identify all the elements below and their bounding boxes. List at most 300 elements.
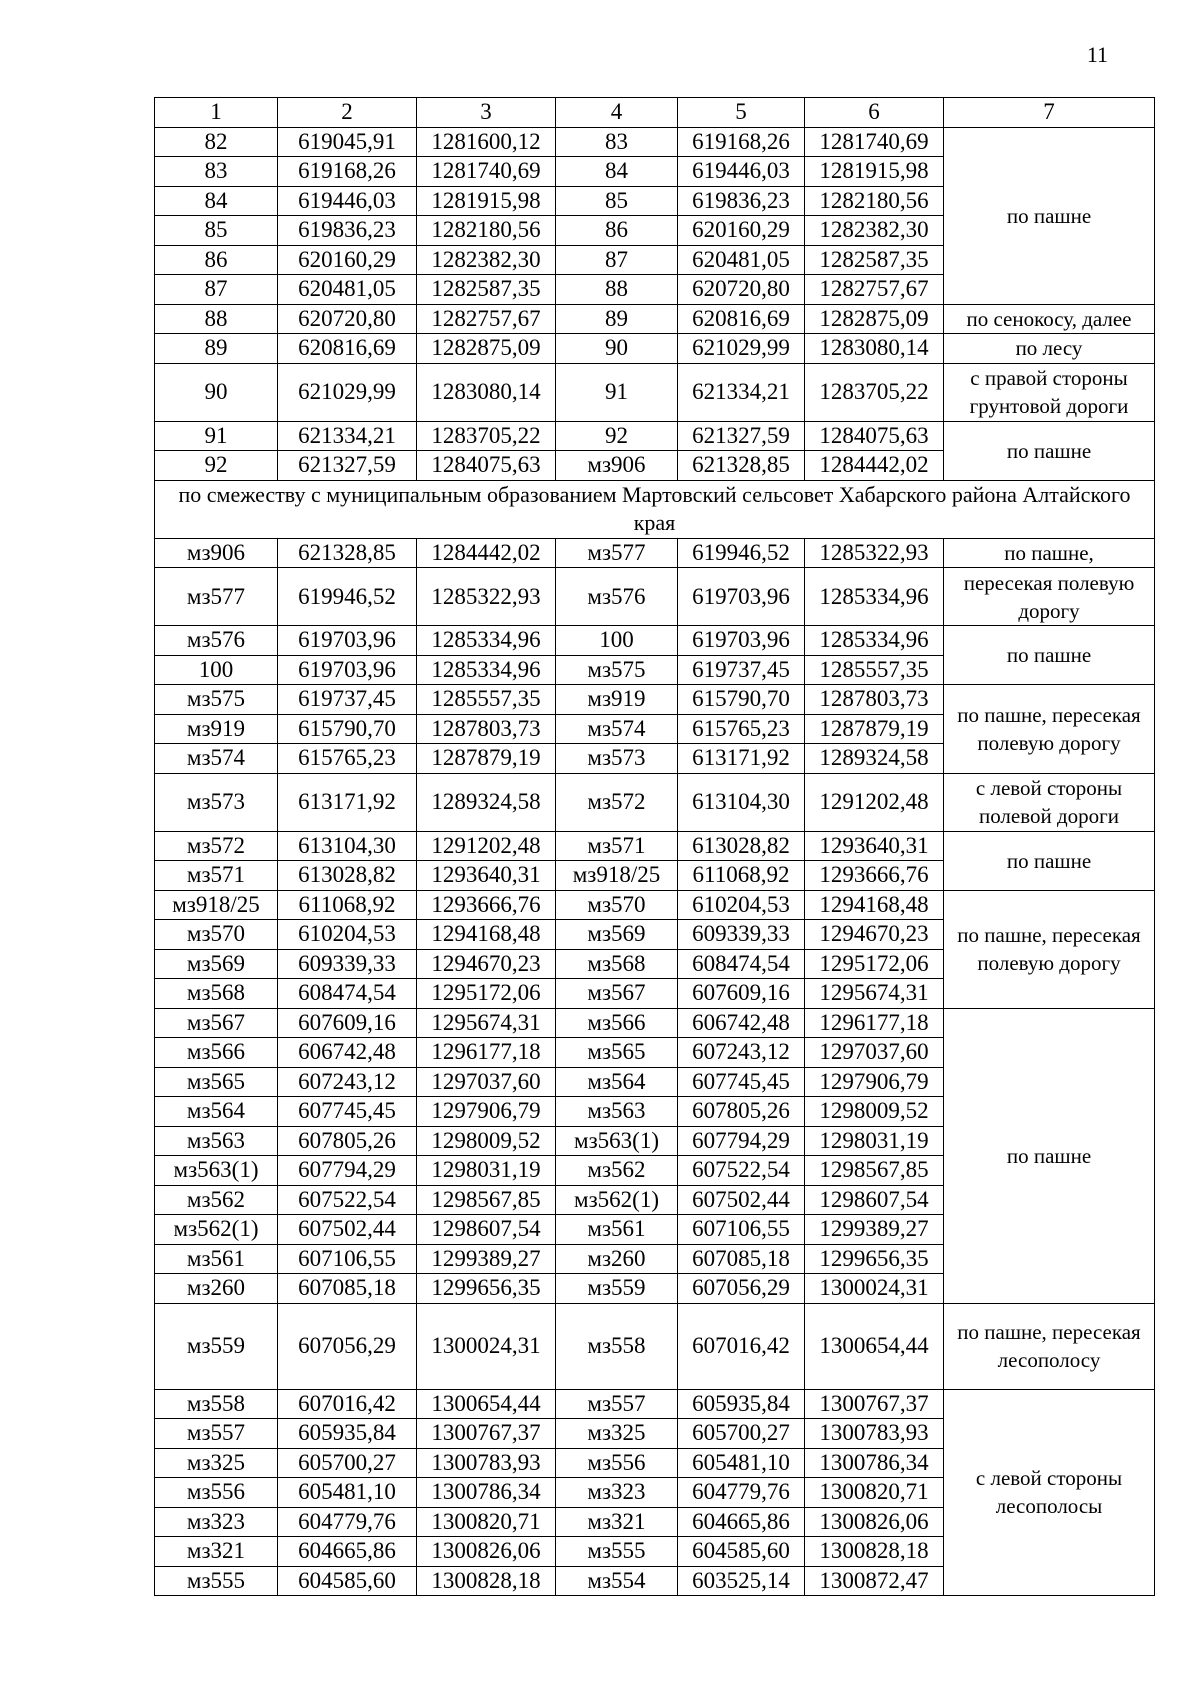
point-to-cell: мз918/25 [556,861,678,891]
y-to-cell: 1300872,47 [805,1566,944,1596]
point-to-cell: мз572 [556,773,678,831]
header-cell: 7 [944,98,1155,128]
description-cell: по пашне [944,127,1155,304]
point-to-cell: мз325 [556,1419,678,1449]
y-to-cell: 1284075,63 [805,421,944,451]
point-from-cell: 91 [155,421,278,451]
y-from-cell: 1281740,69 [417,157,556,187]
point-from-cell: 84 [155,186,278,216]
y-to-cell: 1284442,02 [805,451,944,481]
x-to-cell: 607794,29 [678,1126,805,1156]
y-to-cell: 1300767,37 [805,1389,944,1419]
y-from-cell: 1300767,37 [417,1419,556,1449]
point-from-cell: мз572 [155,831,278,861]
point-to-cell: мз577 [556,538,678,568]
x-to-cell: 611068,92 [678,861,805,891]
x-to-cell: 606742,48 [678,1008,805,1038]
y-to-cell: 1296177,18 [805,1008,944,1038]
x-from-cell: 620816,69 [278,334,417,364]
x-from-cell: 607502,44 [278,1215,417,1245]
x-from-cell: 609339,33 [278,949,417,979]
y-to-cell: 1294168,48 [805,890,944,920]
y-from-cell: 1287879,19 [417,744,556,774]
x-to-cell: 607502,44 [678,1185,805,1215]
x-to-cell: 619168,26 [678,127,805,157]
table-row [155,773,1155,831]
x-from-cell: 607056,29 [278,1303,417,1389]
header-cell: 2 [278,98,417,128]
x-to-cell: 607106,55 [678,1215,805,1245]
y-from-cell: 1283080,14 [417,363,556,421]
point-to-cell: мз566 [556,1008,678,1038]
y-to-cell: 1287803,73 [805,685,944,715]
point-to-cell: 86 [556,216,678,246]
y-from-cell: 1294670,23 [417,949,556,979]
y-from-cell: 1287803,73 [417,714,556,744]
x-from-cell: 605481,10 [278,1478,417,1508]
x-from-cell: 608474,54 [278,979,417,1009]
y-to-cell: 1293640,31 [805,831,944,861]
point-to-cell: мз919 [556,685,678,715]
x-from-cell: 619045,91 [278,127,417,157]
table-row [155,538,1155,568]
point-to-cell: мз569 [556,920,678,950]
description-cell: по пашне, пересекая полевую дорогу [944,685,1155,774]
section-row [155,480,1155,538]
point-to-cell: мз570 [556,890,678,920]
point-to-cell: 88 [556,275,678,305]
y-to-cell: 1285322,93 [805,538,944,568]
x-from-cell: 620720,80 [278,304,417,334]
point-from-cell: мз577 [155,568,278,626]
point-to-cell: 100 [556,626,678,656]
y-from-cell: 1282757,67 [417,304,556,334]
table-row [155,1389,1155,1419]
x-to-cell: 613171,92 [678,744,805,774]
y-from-cell: 1285322,93 [417,568,556,626]
x-to-cell: 605935,84 [678,1389,805,1419]
y-from-cell: 1295172,06 [417,979,556,1009]
y-from-cell: 1300820,71 [417,1507,556,1537]
point-from-cell: мз557 [155,1419,278,1449]
x-to-cell: 604665,86 [678,1507,805,1537]
y-from-cell: 1282180,56 [417,216,556,246]
y-from-cell: 1300828,18 [417,1566,556,1596]
point-from-cell: 86 [155,245,278,275]
point-from-cell: мз561 [155,1244,278,1274]
point-to-cell: мз565 [556,1038,678,1068]
x-to-cell: 621334,21 [678,363,805,421]
x-to-cell: 621029,99 [678,334,805,364]
y-to-cell: 1294670,23 [805,920,944,950]
y-from-cell: 1291202,48 [417,831,556,861]
description-cell: с левой стороны полевой дороги [944,773,1155,831]
y-from-cell: 1284075,63 [417,451,556,481]
point-from-cell: мз559 [155,1303,278,1389]
x-from-cell: 613171,92 [278,773,417,831]
table-row [155,831,1155,861]
x-from-cell: 615790,70 [278,714,417,744]
x-from-cell: 605935,84 [278,1419,417,1449]
x-to-cell: 607609,16 [678,979,805,1009]
table-body [155,127,1155,1596]
point-from-cell: мз568 [155,979,278,1009]
point-from-cell: мз562(1) [155,1215,278,1245]
x-to-cell: 620481,05 [678,245,805,275]
x-from-cell: 604779,76 [278,1507,417,1537]
y-to-cell: 1282875,09 [805,304,944,334]
y-to-cell: 1298567,85 [805,1156,944,1186]
y-from-cell: 1289324,58 [417,773,556,831]
y-to-cell: 1300820,71 [805,1478,944,1508]
header-cell: 5 [678,98,805,128]
y-to-cell: 1300826,06 [805,1507,944,1537]
point-from-cell: мз260 [155,1274,278,1304]
y-from-cell: 1300826,06 [417,1537,556,1567]
point-from-cell: мз570 [155,920,278,950]
x-to-cell: 604585,60 [678,1537,805,1567]
y-from-cell: 1299389,27 [417,1244,556,1274]
y-from-cell: 1285334,96 [417,626,556,656]
y-from-cell: 1298567,85 [417,1185,556,1215]
x-from-cell: 606742,48 [278,1038,417,1068]
y-from-cell: 1294168,48 [417,920,556,950]
y-from-cell: 1300654,44 [417,1389,556,1419]
point-to-cell: мз559 [556,1274,678,1304]
point-from-cell: мз569 [155,949,278,979]
point-to-cell: мз563(1) [556,1126,678,1156]
y-from-cell: 1281600,12 [417,127,556,157]
y-to-cell: 1298607,54 [805,1185,944,1215]
y-to-cell: 1297037,60 [805,1038,944,1068]
x-to-cell: 621327,59 [678,421,805,451]
point-from-cell: мз906 [155,538,278,568]
x-from-cell: 621327,59 [278,451,417,481]
description-cell: по пашне [944,831,1155,890]
y-from-cell: 1298031,19 [417,1156,556,1186]
x-to-cell: 615790,70 [678,685,805,715]
x-to-cell: 607522,54 [678,1156,805,1186]
description-cell: с правой стороны грунтовой дороги [944,363,1155,421]
table-row [155,890,1155,920]
y-to-cell: 1295172,06 [805,949,944,979]
x-to-cell: 610204,53 [678,890,805,920]
point-from-cell: 90 [155,363,278,421]
x-from-cell: 611068,92 [278,890,417,920]
page-number: 11 [1086,42,1108,67]
y-from-cell: 1284442,02 [417,538,556,568]
point-from-cell: мз575 [155,685,278,715]
point-from-cell: мз558 [155,1389,278,1419]
x-to-cell: 619946,52 [678,538,805,568]
x-to-cell: 607085,18 [678,1244,805,1274]
point-from-cell: мз567 [155,1008,278,1038]
point-from-cell: мз576 [155,626,278,656]
point-to-cell: мз576 [556,568,678,626]
section-text: по смежеству с муниципальным образованием Мартовский сельсовет Хабарского района Алтайского края [155,480,1155,538]
x-to-cell: 620720,80 [678,275,805,305]
x-from-cell: 621328,85 [278,538,417,568]
x-from-cell: 607609,16 [278,1008,417,1038]
point-to-cell: 89 [556,304,678,334]
y-to-cell: 1299656,35 [805,1244,944,1274]
x-from-cell: 619836,23 [278,216,417,246]
x-to-cell: 607243,12 [678,1038,805,1068]
y-to-cell: 1295674,31 [805,979,944,1009]
description-cell: по пашне [944,1008,1155,1303]
point-from-cell: 82 [155,127,278,157]
point-to-cell: 91 [556,363,678,421]
x-to-cell: 605481,10 [678,1448,805,1478]
header-cell: 3 [417,98,556,128]
table-row [155,363,1155,421]
x-from-cell: 604665,86 [278,1537,417,1567]
y-from-cell: 1282382,30 [417,245,556,275]
x-from-cell: 607106,55 [278,1244,417,1274]
x-from-cell: 615765,23 [278,744,417,774]
x-from-cell: 605700,27 [278,1448,417,1478]
point-to-cell: 85 [556,186,678,216]
x-to-cell: 619703,96 [678,568,805,626]
y-from-cell: 1299656,35 [417,1274,556,1304]
point-from-cell: мз563 [155,1126,278,1156]
y-to-cell: 1298009,52 [805,1097,944,1127]
x-to-cell: 603525,14 [678,1566,805,1596]
table-row [155,626,1155,656]
x-from-cell: 621334,21 [278,421,417,451]
y-to-cell: 1285334,96 [805,626,944,656]
boundary-coordinates-table [154,97,1155,1596]
x-from-cell: 607085,18 [278,1274,417,1304]
y-from-cell: 1297037,60 [417,1067,556,1097]
y-to-cell: 1300783,93 [805,1419,944,1449]
point-to-cell: мз323 [556,1478,678,1508]
x-from-cell: 610204,53 [278,920,417,950]
description-cell: по пашне, [944,538,1155,568]
y-to-cell: 1300654,44 [805,1303,944,1389]
x-from-cell: 607243,12 [278,1067,417,1097]
x-from-cell: 607745,45 [278,1097,417,1127]
x-to-cell: 608474,54 [678,949,805,979]
point-to-cell: мз562(1) [556,1185,678,1215]
point-to-cell: мз556 [556,1448,678,1478]
y-from-cell: 1282587,35 [417,275,556,305]
y-to-cell: 1282180,56 [805,186,944,216]
table-row [155,568,1155,626]
x-to-cell: 607745,45 [678,1067,805,1097]
point-from-cell: мз323 [155,1507,278,1537]
x-from-cell: 619703,96 [278,626,417,656]
x-to-cell: 613104,30 [678,773,805,831]
point-from-cell: мз919 [155,714,278,744]
point-to-cell: мз558 [556,1303,678,1389]
point-from-cell: мз563(1) [155,1156,278,1186]
point-from-cell: мз564 [155,1097,278,1127]
x-to-cell: 620816,69 [678,304,805,334]
table-row [155,685,1155,715]
y-from-cell: 1282875,09 [417,334,556,364]
header-row [155,98,1155,128]
point-to-cell: мз568 [556,949,678,979]
table-row [155,1303,1155,1389]
x-to-cell: 609339,33 [678,920,805,950]
y-from-cell: 1296177,18 [417,1038,556,1068]
point-from-cell: мз325 [155,1448,278,1478]
point-to-cell: 90 [556,334,678,364]
y-to-cell: 1291202,48 [805,773,944,831]
point-from-cell: мз562 [155,1185,278,1215]
description-cell: пересекая полевую дорогу [944,568,1155,626]
x-to-cell: 605700,27 [678,1419,805,1449]
x-to-cell: 613028,82 [678,831,805,861]
y-to-cell: 1293666,76 [805,861,944,891]
point-to-cell: 87 [556,245,678,275]
table-row [155,421,1155,451]
description-cell: по пашне [944,626,1155,685]
y-from-cell: 1300783,93 [417,1448,556,1478]
point-from-cell: мз571 [155,861,278,891]
header-cell: 6 [805,98,944,128]
x-to-cell: 615765,23 [678,714,805,744]
y-to-cell: 1287879,19 [805,714,944,744]
y-to-cell: 1283705,22 [805,363,944,421]
point-from-cell: мз573 [155,773,278,831]
description-cell: по пашне, пересекая полевую дорогу [944,890,1155,1008]
header-cell: 4 [556,98,678,128]
x-to-cell: 620160,29 [678,216,805,246]
point-to-cell: мз575 [556,655,678,685]
y-to-cell: 1300828,18 [805,1537,944,1567]
point-to-cell: мз321 [556,1507,678,1537]
point-from-cell: 87 [155,275,278,305]
y-from-cell: 1298009,52 [417,1126,556,1156]
x-from-cell: 619946,52 [278,568,417,626]
y-to-cell: 1289324,58 [805,744,944,774]
y-from-cell: 1285334,96 [417,655,556,685]
point-to-cell: мз563 [556,1097,678,1127]
point-from-cell: мз565 [155,1067,278,1097]
y-to-cell: 1298031,19 [805,1126,944,1156]
y-to-cell: 1281740,69 [805,127,944,157]
x-to-cell: 619703,96 [678,626,805,656]
y-to-cell: 1282382,30 [805,216,944,246]
header-cell: 1 [155,98,278,128]
point-to-cell: 84 [556,157,678,187]
x-from-cell: 607794,29 [278,1156,417,1186]
y-from-cell: 1300786,34 [417,1478,556,1508]
x-from-cell: 607016,42 [278,1389,417,1419]
point-to-cell: мз567 [556,979,678,1009]
point-from-cell: 92 [155,451,278,481]
y-from-cell: 1281915,98 [417,186,556,216]
y-to-cell: 1297906,79 [805,1067,944,1097]
x-from-cell: 619446,03 [278,186,417,216]
y-from-cell: 1297906,79 [417,1097,556,1127]
point-to-cell: мз574 [556,714,678,744]
y-from-cell: 1283705,22 [417,421,556,451]
x-from-cell: 613028,82 [278,861,417,891]
y-to-cell: 1282587,35 [805,245,944,275]
y-to-cell: 1299389,27 [805,1215,944,1245]
point-from-cell: мз555 [155,1566,278,1596]
description-cell: по лесу [944,334,1155,364]
point-to-cell: мз561 [556,1215,678,1245]
point-from-cell: 89 [155,334,278,364]
x-from-cell: 607522,54 [278,1185,417,1215]
x-to-cell: 619836,23 [678,186,805,216]
y-from-cell: 1293640,31 [417,861,556,891]
table-row [155,127,1155,157]
x-to-cell: 619446,03 [678,157,805,187]
description-cell: по пашне, пересекая лесополосу [944,1303,1155,1389]
y-from-cell: 1293666,76 [417,890,556,920]
point-to-cell: мз564 [556,1067,678,1097]
x-from-cell: 620160,29 [278,245,417,275]
y-from-cell: 1285557,35 [417,685,556,715]
point-from-cell: 83 [155,157,278,187]
point-from-cell: мз556 [155,1478,278,1508]
x-from-cell: 620481,05 [278,275,417,305]
point-to-cell: мз571 [556,831,678,861]
description-cell: по пашне [944,421,1155,480]
point-to-cell: 83 [556,127,678,157]
table-row [155,334,1155,364]
point-from-cell: 88 [155,304,278,334]
point-from-cell: мз574 [155,744,278,774]
point-to-cell: мз260 [556,1244,678,1274]
x-to-cell: 607016,42 [678,1303,805,1389]
point-to-cell: 92 [556,421,678,451]
y-to-cell: 1282757,67 [805,275,944,305]
x-to-cell: 621328,85 [678,451,805,481]
table-row [155,304,1155,334]
point-from-cell: мз321 [155,1537,278,1567]
point-to-cell: мз906 [556,451,678,481]
x-from-cell: 621029,99 [278,363,417,421]
point-to-cell: мз557 [556,1389,678,1419]
y-to-cell: 1300786,34 [805,1448,944,1478]
point-from-cell: 85 [155,216,278,246]
x-to-cell: 607056,29 [678,1274,805,1304]
y-to-cell: 1283080,14 [805,334,944,364]
point-from-cell: 100 [155,655,278,685]
table-row [155,1008,1155,1038]
x-from-cell: 619703,96 [278,655,417,685]
y-to-cell: 1285334,96 [805,568,944,626]
x-from-cell: 607805,26 [278,1126,417,1156]
x-to-cell: 619737,45 [678,655,805,685]
y-to-cell: 1281915,98 [805,157,944,187]
point-to-cell: мз554 [556,1566,678,1596]
y-to-cell: 1285557,35 [805,655,944,685]
y-from-cell: 1295674,31 [417,1008,556,1038]
description-cell: по сенокосу, далее [944,304,1155,334]
point-to-cell: мз562 [556,1156,678,1186]
y-from-cell: 1300024,31 [417,1303,556,1389]
description-cell: с левой стороны лесополосы [944,1389,1155,1596]
y-from-cell: 1298607,54 [417,1215,556,1245]
x-from-cell: 604585,60 [278,1566,417,1596]
x-from-cell: 613104,30 [278,831,417,861]
y-to-cell: 1300024,31 [805,1274,944,1304]
point-to-cell: мз555 [556,1537,678,1567]
point-from-cell: мз918/25 [155,890,278,920]
x-from-cell: 619737,45 [278,685,417,715]
point-to-cell: мз573 [556,744,678,774]
point-from-cell: мз566 [155,1038,278,1068]
x-to-cell: 607805,26 [678,1097,805,1127]
x-from-cell: 619168,26 [278,157,417,187]
